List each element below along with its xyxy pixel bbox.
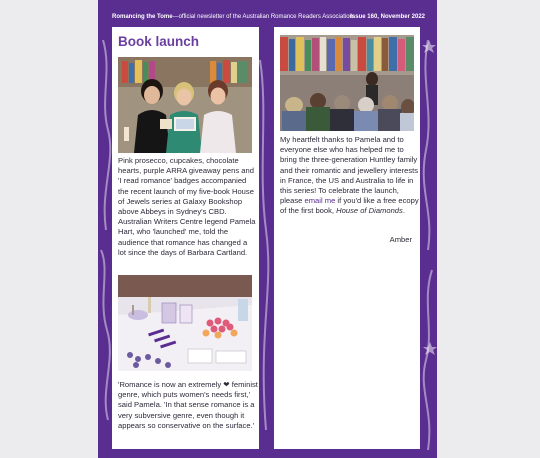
- newsletter-brand: Romancing the Tome: [112, 14, 173, 20]
- author-signoff: Amber: [389, 235, 412, 244]
- email-me-link[interactable]: email me: [304, 196, 336, 206]
- launch-table-photo: [118, 275, 252, 371]
- article-title: Book launch: [118, 34, 200, 49]
- article-paragraph-1: Pink prosecco, cupcakes, chocolate hearts, purple ARRA giveaway pens and 'I read romance' badges accompanied the recent launch of my five-book House of Jewels series at Galaxy Bookshop above Abbeys in Sydney's CBD. Australian Writers Centre legend Pamela Hart, who 'launched' me, told the audience that romance has changed a lot since the days of Barbara Cartland.: [118, 156, 256, 257]
- audience-photo: [280, 35, 414, 131]
- thanks-text-end: .: [402, 206, 405, 216]
- newsletter-header: [112, 14, 425, 26]
- thanks-paragraph: [280, 135, 420, 217]
- left-column: [112, 27, 259, 449]
- pamela-quote: 'Romance is now an extremely ❤ feminist genre, which puts women's needs first,' said Pamela. 'In that sense romance is a very subversive genre, even though it appears so conservative on the surface.': [118, 380, 258, 430]
- thanks-text-start: My heartfelt thanks to Pamela and to everyone else who has helped me to bring the three-generation Huntley family and their romantic and jewellery interests in France, the US and Australia to life in this series! To celebrate the launch, please: [280, 135, 419, 206]
- right-column: [274, 27, 420, 449]
- launch-photo-three-women: [118, 57, 252, 153]
- newsletter-tagline: —official newsletter of the Australian Romance Readers Association: [172, 14, 353, 20]
- issue-number: Issue 160, November 2022: [350, 14, 425, 20]
- thanks-text-mid: if you'd like a free ecopy of the first book,: [280, 196, 419, 216]
- book-title: House of Diamonds: [336, 206, 403, 216]
- newsletter-page: [98, 0, 437, 458]
